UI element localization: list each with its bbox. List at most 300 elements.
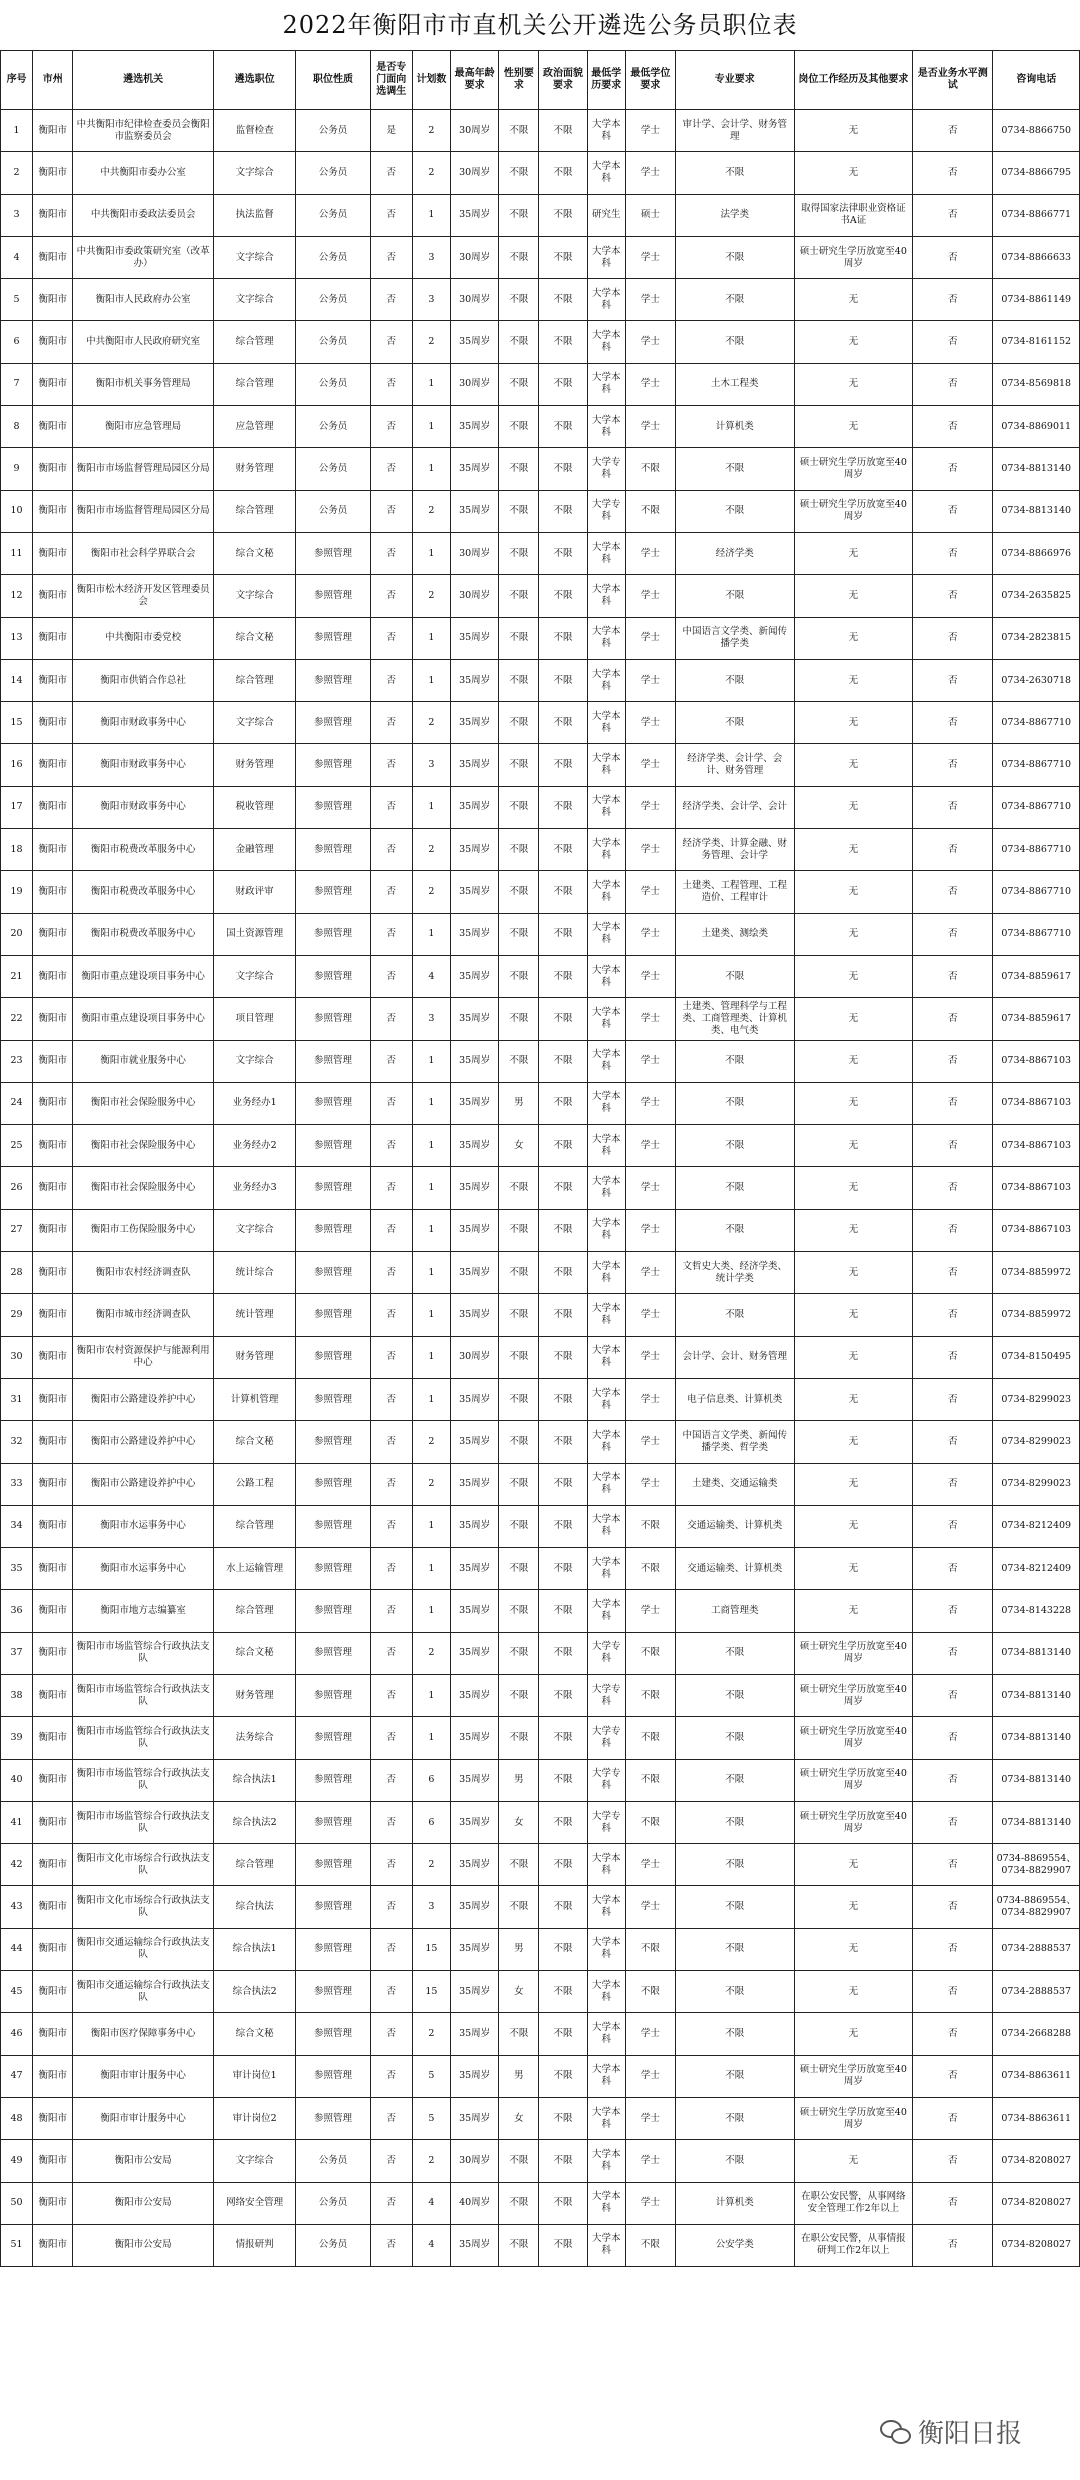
table-cell: 否 [370, 1167, 412, 1209]
table-cell: 22 [1, 998, 33, 1040]
table-row [1, 1759, 1080, 1801]
table-cell: 衡阳市 [33, 1378, 73, 1420]
table-cell: 不限 [539, 2013, 587, 2055]
table-cell: 不限 [499, 1717, 539, 1759]
table-cell: 无 [794, 744, 913, 786]
table-cell: 否 [370, 1590, 412, 1632]
table-cell: 衡阳市 [33, 1844, 73, 1886]
table-cell: 否 [370, 1040, 412, 1082]
table-cell: 不限 [499, 406, 539, 448]
table-cell: 无 [794, 702, 913, 744]
table-row [1, 2097, 1080, 2139]
table-cell: 不限 [676, 575, 795, 617]
table-cell: 无 [794, 1928, 913, 1970]
table-cell: 否 [913, 2140, 993, 2182]
table-row [1, 1505, 1080, 1547]
table-cell: 公务员 [296, 152, 370, 194]
table-row [1, 532, 1080, 574]
table-cell: 参照管理 [296, 659, 370, 701]
table-cell: 学士 [625, 1040, 675, 1082]
table-cell: 0734-8150495 [993, 1336, 1080, 1378]
column-header: 计划数 [412, 51, 450, 110]
table-cell: 否 [913, 955, 993, 997]
table-cell: 否 [370, 1971, 412, 2013]
table-cell: 衡阳市水运事务中心 [73, 1548, 214, 1590]
table-cell: 大学本科 [587, 871, 625, 913]
table-row [1, 1294, 1080, 1336]
table-cell: 衡阳市公路建设养护中心 [73, 1421, 214, 1463]
table-cell: 衡阳市 [33, 1548, 73, 1590]
table-cell: 学士 [625, 998, 675, 1040]
table-cell: 财政评审 [213, 871, 295, 913]
table-cell: 否 [370, 617, 412, 659]
table-cell: 大学本科 [587, 1590, 625, 1632]
table-cell: 否 [913, 194, 993, 236]
table-cell: 国土资源管理 [213, 913, 295, 955]
table-cell: 0734-8813140 [993, 1717, 1080, 1759]
table-cell: 是 [370, 110, 412, 152]
table-cell: 无 [794, 1294, 913, 1336]
table-cell: 财务管理 [213, 1674, 295, 1716]
table-cell: 衡阳市人民政府办公室 [73, 279, 214, 321]
table-cell: 金融管理 [213, 829, 295, 871]
table-cell: 否 [913, 1463, 993, 1505]
table-cell: 文字综合 [213, 702, 295, 744]
table-cell: 参照管理 [296, 1548, 370, 1590]
table-cell: 不限 [539, 1378, 587, 1420]
table-cell: 3 [412, 236, 450, 278]
table-cell: 不限 [625, 1632, 675, 1674]
table-row [1, 1040, 1080, 1082]
table-cell: 30周岁 [451, 110, 499, 152]
table-cell: 不限 [539, 2140, 587, 2182]
table-cell: 交通运输类、计算机类 [676, 1548, 795, 1590]
table-cell: 37 [1, 1632, 33, 1674]
table-cell: 无 [794, 913, 913, 955]
table-cell: 无 [794, 1844, 913, 1886]
table-cell: 0734-8866795 [993, 152, 1080, 194]
column-header: 岗位工作经历及其他要求 [794, 51, 913, 110]
table-cell: 32 [1, 1421, 33, 1463]
table-cell: 0734-8867103 [993, 1082, 1080, 1124]
table-cell: 1 [412, 1336, 450, 1378]
table-cell: 大学专科 [587, 448, 625, 490]
table-cell: 学士 [625, 1590, 675, 1632]
table-cell: 不限 [499, 2013, 539, 2055]
table-cell: 35周岁 [451, 194, 499, 236]
table-cell: 0734-8867103 [993, 1125, 1080, 1167]
table-cell: 不限 [676, 1294, 795, 1336]
table-cell: 中国语言文学类、新闻传播学类 [676, 617, 795, 659]
table-cell: 水上运输管理 [213, 1548, 295, 1590]
table-cell: 0734-8143228 [993, 1590, 1080, 1632]
table-cell: 参照管理 [296, 1421, 370, 1463]
table-cell: 否 [370, 786, 412, 828]
table-cell: 0734-2635825 [993, 575, 1080, 617]
table-cell: 不限 [499, 786, 539, 828]
table-cell: 否 [370, 1125, 412, 1167]
table-cell: 衡阳市市场监管综合行政执法支队 [73, 1801, 214, 1843]
table-cell: 35周岁 [451, 1548, 499, 1590]
table-cell: 财务管理 [213, 1336, 295, 1378]
table-cell: 23 [1, 1040, 33, 1082]
table-cell: 综合文秘 [213, 532, 295, 574]
table-cell: 参照管理 [296, 1040, 370, 1082]
table-cell: 否 [370, 2182, 412, 2224]
table-cell: 土建类、工程管理、工程造价、工程审计 [676, 871, 795, 913]
table-cell: 学士 [625, 955, 675, 997]
table-cell: 0734-8813140 [993, 490, 1080, 532]
table-cell: 否 [370, 2140, 412, 2182]
table-row [1, 1336, 1080, 1378]
table-cell: 衡阳市 [33, 152, 73, 194]
table-cell: 参照管理 [296, 1674, 370, 1716]
table-cell: 35周岁 [451, 786, 499, 828]
table-row [1, 1717, 1080, 1759]
table-row [1, 871, 1080, 913]
table-cell: 1 [412, 1167, 450, 1209]
table-cell: 28 [1, 1252, 33, 1294]
table-cell: 0734-8813140 [993, 1759, 1080, 1801]
table-cell: 文字综合 [213, 279, 295, 321]
table-cell: 中国语言文学类、新闻传播学类、哲学类 [676, 1421, 795, 1463]
table-cell: 否 [370, 659, 412, 701]
table-cell: 学士 [625, 1378, 675, 1420]
table-cell: 35周岁 [451, 829, 499, 871]
table-row [1, 321, 1080, 363]
table-cell: 综合执法 [213, 1886, 295, 1928]
table-cell: 项目管理 [213, 998, 295, 1040]
table-cell: 否 [913, 2224, 993, 2266]
table-cell: 文字综合 [213, 1040, 295, 1082]
table-cell: 衡阳市社会科学界联合会 [73, 532, 214, 574]
table-cell: 参照管理 [296, 786, 370, 828]
table-cell: 衡阳市市场监督管理局园区分局 [73, 448, 214, 490]
table-cell: 不限 [539, 829, 587, 871]
table-cell: 综合文秘 [213, 2013, 295, 2055]
table-cell: 大学本科 [587, 955, 625, 997]
table-cell: 35周岁 [451, 1421, 499, 1463]
table-cell: 35周岁 [451, 1125, 499, 1167]
table-cell: 2 [412, 490, 450, 532]
table-cell: 0734-8299023 [993, 1378, 1080, 1420]
table-cell: 衡阳市就业服务中心 [73, 1040, 214, 1082]
table-cell: 参照管理 [296, 1336, 370, 1378]
table-cell: 29 [1, 1294, 33, 1336]
table-row [1, 617, 1080, 659]
table-cell: 否 [370, 702, 412, 744]
table-cell: 不限 [539, 321, 587, 363]
table-cell: 经济学类、会计学、会计、财务管理 [676, 744, 795, 786]
table-cell: 参照管理 [296, 1928, 370, 1970]
table-cell: 否 [913, 490, 993, 532]
table-cell: 否 [913, 363, 993, 405]
table-cell: 不限 [539, 1886, 587, 1928]
table-cell: 衡阳市 [33, 1886, 73, 1928]
page-title: 2022年衡阳市市直机关公开遴选公务员职位表 [282, 11, 798, 39]
table-cell: 大学本科 [587, 1971, 625, 2013]
table-cell: 否 [370, 1294, 412, 1336]
table-cell: 学士 [625, 575, 675, 617]
table-cell: 衡阳市 [33, 2140, 73, 2182]
table-cell: 不限 [676, 279, 795, 321]
table-cell: 学士 [625, 363, 675, 405]
table-cell: 大学本科 [587, 1040, 625, 1082]
table-body [1, 110, 1080, 2267]
table-row [1, 1209, 1080, 1251]
table-cell: 综合管理 [213, 1590, 295, 1632]
table-cell: 无 [794, 617, 913, 659]
table-cell: 不限 [539, 110, 587, 152]
table-cell: 2 [412, 1844, 450, 1886]
table-cell: 3 [1, 194, 33, 236]
table-cell: 不限 [499, 1421, 539, 1463]
table-cell: 否 [913, 236, 993, 278]
table-row [1, 702, 1080, 744]
table-cell: 大学本科 [587, 829, 625, 871]
table-cell: 无 [794, 1252, 913, 1294]
table-cell: 35周岁 [451, 321, 499, 363]
table-cell: 衡阳市社会保险服务中心 [73, 1167, 214, 1209]
table-cell: 不限 [676, 236, 795, 278]
table-cell: 衡阳市市场监督管理局园区分局 [73, 490, 214, 532]
table-cell: 15 [412, 1928, 450, 1970]
table-cell: 30周岁 [451, 1336, 499, 1378]
column-header: 政治面貌要求 [539, 51, 587, 110]
table-cell: 无 [794, 1505, 913, 1547]
table-cell: 否 [370, 744, 412, 786]
table-cell: 19 [1, 871, 33, 913]
column-header: 遴选机关 [73, 51, 214, 110]
table-cell: 公安学类 [676, 2224, 795, 2266]
table-cell: 衡阳市 [33, 279, 73, 321]
table-cell: 不限 [625, 490, 675, 532]
table-cell: 衡阳市 [33, 321, 73, 363]
table-cell: 47 [1, 2055, 33, 2097]
table-cell: 不限 [539, 406, 587, 448]
table-cell: 参照管理 [296, 532, 370, 574]
table-cell: 参照管理 [296, 871, 370, 913]
table-cell: 35周岁 [451, 659, 499, 701]
table-row [1, 1463, 1080, 1505]
table-cell: 不限 [499, 363, 539, 405]
table-cell: 不限 [676, 1125, 795, 1167]
table-cell: 衡阳市 [33, 744, 73, 786]
table-cell: 否 [370, 279, 412, 321]
table-cell: 文字综合 [213, 575, 295, 617]
table-cell: 无 [794, 829, 913, 871]
table-cell: 学士 [625, 321, 675, 363]
table-cell: 不限 [539, 363, 587, 405]
table-cell: 0734-8867710 [993, 702, 1080, 744]
table-cell: 衡阳市 [33, 1294, 73, 1336]
table-cell: 不限 [676, 1674, 795, 1716]
table-cell: 否 [913, 871, 993, 913]
table-cell: 衡阳市机关事务管理局 [73, 363, 214, 405]
table-cell: 衡阳市城市经济调查队 [73, 1294, 214, 1336]
table-row [1, 236, 1080, 278]
column-header: 序号 [1, 51, 33, 110]
table-cell: 大学本科 [587, 1928, 625, 1970]
table-cell: 网络安全管理 [213, 2182, 295, 2224]
table-cell: 硕士研究生学历放宽至40周岁 [794, 2097, 913, 2139]
table-cell: 衡阳市重点建设项目事务中心 [73, 955, 214, 997]
table-cell: 不限 [499, 1505, 539, 1547]
table-cell: 衡阳市 [33, 871, 73, 913]
table-cell: 48 [1, 2097, 33, 2139]
table-cell: 税收管理 [213, 786, 295, 828]
table-cell: 1 [412, 1378, 450, 1420]
table-cell: 35周岁 [451, 1971, 499, 2013]
table-cell: 不限 [499, 955, 539, 997]
table-cell: 大学本科 [587, 2224, 625, 2266]
table-cell: 参照管理 [296, 702, 370, 744]
table-cell: 41 [1, 1801, 33, 1843]
table-cell: 衡阳市财政事务中心 [73, 744, 214, 786]
table-cell: 否 [370, 1336, 412, 1378]
table-cell: 学士 [625, 829, 675, 871]
table-cell: 计算机类 [676, 2182, 795, 2224]
table-cell: 35 [1, 1548, 33, 1590]
table-cell: 否 [913, 617, 993, 659]
table-cell: 否 [913, 1801, 993, 1843]
table-cell: 大学本科 [587, 1844, 625, 1886]
table-cell: 不限 [539, 1209, 587, 1251]
table-cell: 不限 [625, 1759, 675, 1801]
table-row [1, 829, 1080, 871]
table-cell: 0734-8212409 [993, 1548, 1080, 1590]
table-cell: 不限 [539, 2182, 587, 2224]
table-row [1, 1632, 1080, 1674]
table-cell: 衡阳市 [33, 702, 73, 744]
table-cell: 公务员 [296, 194, 370, 236]
table-cell: 大学专科 [587, 1759, 625, 1801]
table-cell: 否 [370, 1378, 412, 1420]
table-cell: 不限 [499, 1294, 539, 1336]
table-cell: 不限 [499, 913, 539, 955]
table-cell: 0734-8813140 [993, 448, 1080, 490]
table-cell: 衡阳市 [33, 1717, 73, 1759]
table-cell: 0734-8299023 [993, 1421, 1080, 1463]
table-cell: 衡阳市 [33, 1971, 73, 2013]
table-cell: 无 [794, 786, 913, 828]
table-cell: 衡阳市税费改革服务中心 [73, 871, 214, 913]
table-cell: 衡阳市 [33, 1040, 73, 1082]
table-cell: 公务员 [296, 236, 370, 278]
table-cell: 35周岁 [451, 1844, 499, 1886]
table-cell: 35周岁 [451, 2013, 499, 2055]
table-cell: 不限 [539, 2097, 587, 2139]
table-cell: 学士 [625, 2055, 675, 2097]
table-cell: 衡阳市 [33, 1336, 73, 1378]
table-cell: 公路工程 [213, 1463, 295, 1505]
table-row [1, 490, 1080, 532]
table-cell: 衡阳市 [33, 2182, 73, 2224]
table-cell: 35周岁 [451, 1082, 499, 1124]
table-cell: 25 [1, 1125, 33, 1167]
table-cell: 不限 [676, 1040, 795, 1082]
table-cell: 学士 [625, 152, 675, 194]
table-cell: 衡阳市公路建设养护中心 [73, 1463, 214, 1505]
table-cell: 不限 [499, 1209, 539, 1251]
table-cell: 否 [913, 110, 993, 152]
table-cell: 否 [913, 1378, 993, 1420]
table-cell: 无 [794, 998, 913, 1040]
table-cell: 不限 [499, 1632, 539, 1674]
table-cell: 硕士研究生学历放宽至40周岁 [794, 1759, 913, 1801]
table-cell: 35周岁 [451, 1717, 499, 1759]
table-cell: 35周岁 [451, 406, 499, 448]
table-cell: 35周岁 [451, 1928, 499, 1970]
table-cell: 计算机类 [676, 406, 795, 448]
table-cell: 衡阳市 [33, 1801, 73, 1843]
table-cell: 否 [913, 1294, 993, 1336]
table-cell: 不限 [499, 829, 539, 871]
table-cell: 不限 [676, 1844, 795, 1886]
table-cell: 不限 [539, 1674, 587, 1716]
table-cell: 衡阳市 [33, 659, 73, 701]
table-cell: 衡阳市 [33, 1759, 73, 1801]
table-cell: 参照管理 [296, 1886, 370, 1928]
table-cell: 否 [370, 1421, 412, 1463]
table-cell: 不限 [539, 1125, 587, 1167]
table-row [1, 1252, 1080, 1294]
table-cell: 1 [412, 1082, 450, 1124]
table-cell: 50 [1, 2182, 33, 2224]
table-cell: 不限 [625, 1548, 675, 1590]
table-cell: 不限 [539, 2055, 587, 2097]
table-cell: 10 [1, 490, 33, 532]
table-cell: 不限 [676, 659, 795, 701]
table-row [1, 2140, 1080, 2182]
table-cell: 否 [913, 1125, 993, 1167]
table-row [1, 1082, 1080, 1124]
table-cell: 否 [913, 2013, 993, 2055]
table-cell: 学士 [625, 279, 675, 321]
table-cell: 否 [370, 532, 412, 574]
table-cell: 35周岁 [451, 744, 499, 786]
table-cell: 学士 [625, 1336, 675, 1378]
table-cell: 在职公安民警，从事情报研判工作2年以上 [794, 2224, 913, 2266]
table-cell: 无 [794, 1336, 913, 1378]
table-row [1, 1125, 1080, 1167]
table-cell: 0734-8866633 [993, 236, 1080, 278]
table-cell: 否 [913, 1505, 993, 1547]
table-cell: 1 [412, 363, 450, 405]
table-cell: 35周岁 [451, 2055, 499, 2097]
table-cell: 2 [412, 2013, 450, 2055]
table-cell: 2 [412, 702, 450, 744]
table-cell: 不限 [499, 744, 539, 786]
table-cell: 不限 [539, 1759, 587, 1801]
table-cell: 2 [412, 1463, 450, 1505]
table-cell: 不限 [499, 1040, 539, 1082]
table-cell: 女 [499, 1125, 539, 1167]
table-cell: 30周岁 [451, 236, 499, 278]
table-cell: 大学本科 [587, 913, 625, 955]
table-cell: 0734-8863611 [993, 2097, 1080, 2139]
table-cell: 否 [370, 2013, 412, 2055]
table-cell: 大学本科 [587, 1209, 625, 1251]
table-row [1, 194, 1080, 236]
table-cell: 否 [370, 448, 412, 490]
table-cell: 硕士研究生学历放宽至40周岁 [794, 1632, 913, 1674]
table-cell: 不限 [625, 2224, 675, 2266]
table-cell: 无 [794, 152, 913, 194]
table-row [1, 1886, 1080, 1928]
table-cell: 1 [1, 110, 33, 152]
table-cell: 不限 [676, 1082, 795, 1124]
